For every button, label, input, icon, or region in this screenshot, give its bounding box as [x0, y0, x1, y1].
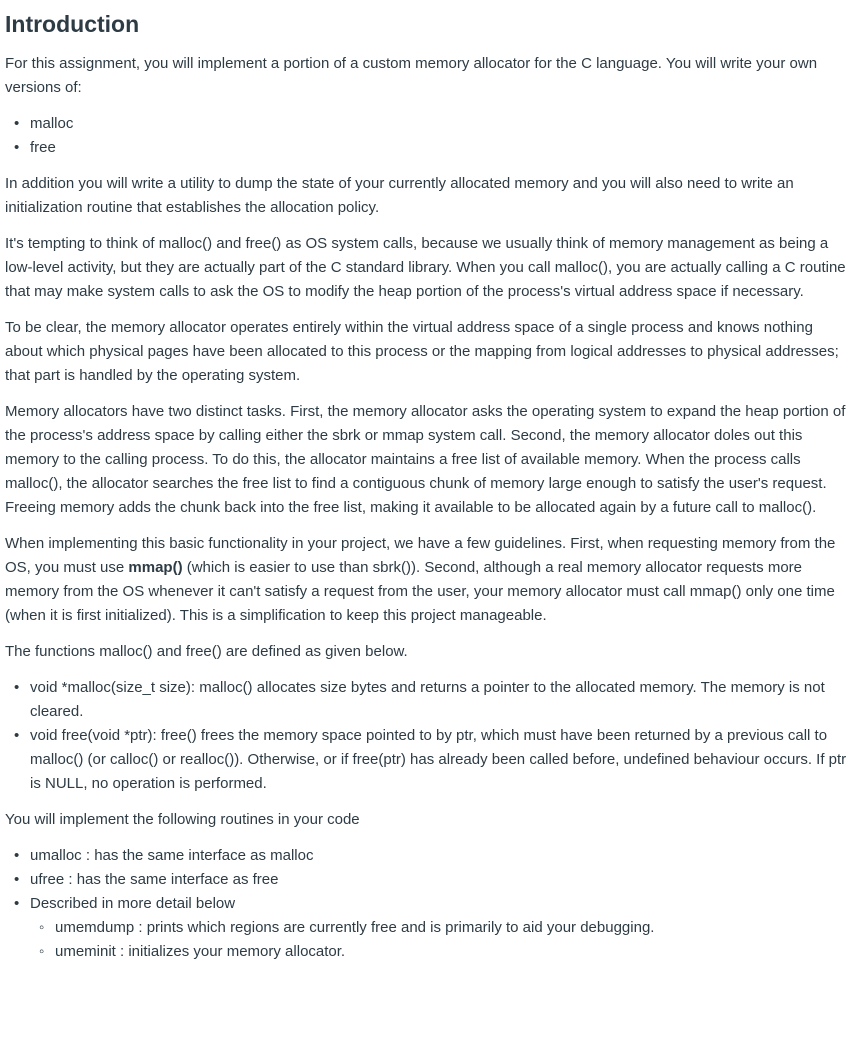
functions-list	[5, 112, 847, 160]
list-item-umemdump: ◦ umemdump : prints which regions are currently free and is primarily to aid your debugging.	[55, 916, 847, 940]
defined-paragraph: The functions malloc() and free() are defined as given below.	[5, 643, 408, 660]
guidelines-paragraph	[5, 532, 847, 628]
intro-paragraph: For this assignment, you will implement a portion of a custom memory allocator for the C language. You will write your own versions of:	[5, 55, 818, 96]
tempting-paragraph: It's tempting to think of malloc() and free() as OS system calls, because we usually think of memory management as being a low-level activity, but they are actually part of the C standard library. When you call malloc(), you are actually calling a C routine that may make system calls to ask the OS to modify the heap portion of the process's virtual address space if necessary.	[5, 235, 846, 300]
implement-paragraph: You will implement the following routines in your code	[5, 811, 360, 828]
guidelines-text-before: When implementing this basic functionality in your project, we have a few guidelines. First, when requesting memory from the OS, you must use	[5, 535, 836, 576]
list-item-free-definition: • void free(void *ptr): free() frees the memory space pointed to by ptr, which must have been returned by a previous call to malloc() (or calloc() or realloc()). Otherwise, or if free(ptr) has already been called before, undefined behaviour occurs. If ptr is NULL, no operation is performed.	[30, 724, 847, 796]
routines-list	[5, 844, 847, 964]
list-item-malloc-definition: • void *malloc(size_t size): malloc() allocates size bytes and returns a pointer to the allocated memory. The memory is not cleared.	[30, 676, 847, 724]
tasks-paragraph: Memory allocators have two distinct tasks. First, the memory allocator asks the operating system to expand the heap portion of the process's address space by calling either the sbrk or mmap system call. Second, the memory allocator doles out this memory to the calling process. To do this, the allocator maintains a free list of available memory. When the process calls malloc(), the allocator searches the free list to find a contiguous chunk of memory large enough to satisfy the user's request. Freeing memory adds the chunk back into the free list, making it available to be allocated again by a future call to malloc().	[5, 403, 846, 516]
sub-routines-list	[30, 916, 847, 964]
list-item: • free	[30, 136, 847, 160]
list-item-ufree: • ufree : has the same interface as free	[30, 868, 847, 892]
page-title: Introduction	[5, 11, 140, 37]
list-item-umalloc: • umalloc : has the same interface as malloc	[30, 844, 847, 868]
guidelines-text-after: (which is easier to use than sbrk()). Second, although a real memory allocator requests more memory from the OS whenever it can't satisfy a request from the user, your memory allocator must call mmap() only one time (when it is first initialized). This is a simplification to keep this project manageable.	[5, 559, 835, 624]
list-item: • malloc	[30, 112, 847, 136]
list-item-umeminit: ◦ umeminit : initializes your memory allocator.	[55, 940, 847, 964]
list-item-described	[30, 892, 847, 964]
clear-paragraph: To be clear, the memory allocator operates entirely within the virtual address space of a single process and knows nothing about which physical pages have been allocated to this process or the mapping from logical addresses to physical addresses; that part is handled by the operating system.	[5, 319, 839, 384]
definitions-list	[5, 676, 847, 796]
mmap-bold: mmap()	[128, 559, 183, 576]
addition-paragraph: In addition you will write a utility to dump the state of your currently allocated memory and you will also need to write an initialization routine that establishes the allocation policy.	[5, 175, 794, 216]
described-label: Described in more detail below	[30, 895, 236, 912]
